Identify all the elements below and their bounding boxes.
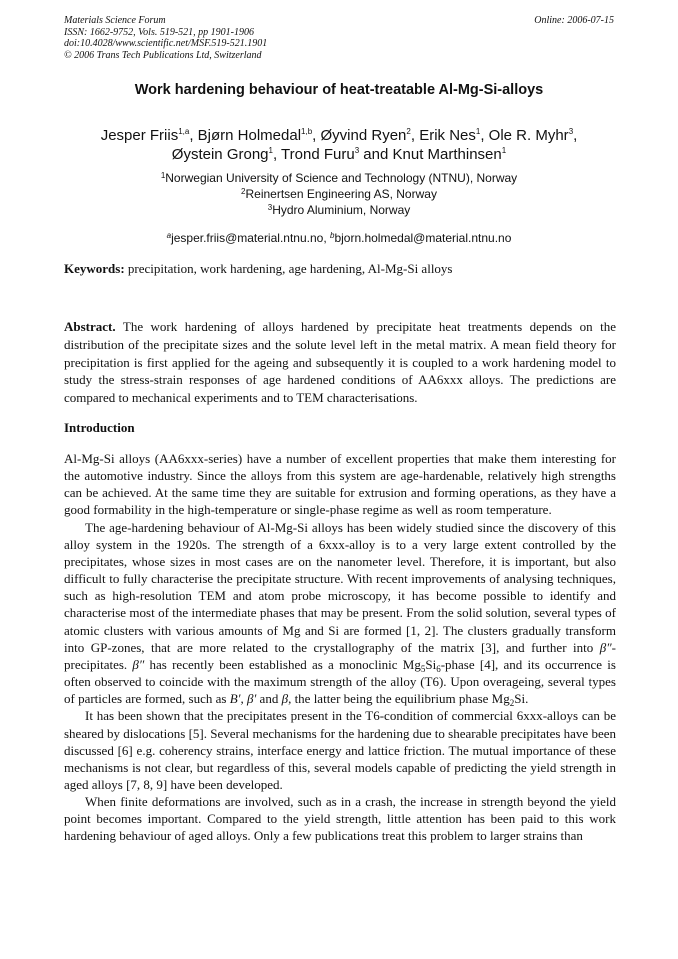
author-name: Knut Marthinsen <box>392 146 502 163</box>
paragraph-text: , the latter being the equilibrium phase Mg <box>288 691 510 707</box>
email-list <box>0 231 678 245</box>
abstract-text: The work hardening of alloys hardened by precipitate heat treatments depends on the distribution of the precipitate sizes and the solute level left in the metal matrix. A mean field theory for precipitation is first applied for the ageing and subsequently it is coupled to a work hardening model to study the stress-strain responses of age hardened conditions of AA6xxx alloys. The predictions are compared to mechanical experiments and to TEM characterisations. <box>64 319 616 406</box>
paragraph-text: Si. <box>514 691 529 707</box>
author-separator: , <box>189 127 198 144</box>
email-address[interactable]: jesper.friis@material.ntnu.no <box>171 231 324 245</box>
author-affiliation-mark: 1,a <box>178 127 190 136</box>
paragraph-text: The age-hardening behaviour of Al-Mg-Si alloys has been widely studied since the discovery of this alloy system in the 1920s. The strength of a 6xxx-alloy is to a very large extent controlled by the precipitates, whose sizes in most cases are on the nanometer level. Therefore, it is important, but also difficult to fully characterise the precipitate structure. With recent improvements of analysing techniques, such as high-resolution TEM and atom probe microscopy, it has become possible to identify and characterise most of the intermediate phases that may be present. From the solid solution, several types of atomic clusters with various amounts of Mg and Si are formed [1, 2]. The clusters gradually transform into GP-zones, that are more related to the crystallography of the matrix [3], and further into <box>64 519 616 655</box>
author-separator: , <box>480 127 489 144</box>
author-affiliation-mark: 1 <box>501 146 507 155</box>
paragraph-text: has recently been established as a monoclinic Mg <box>144 656 421 672</box>
paragraph-text: -precipitates. <box>64 639 616 672</box>
author-affiliation-mark: 3 <box>568 127 574 136</box>
symbol-beta-double-prime: β″ <box>599 639 612 655</box>
affiliation-text: Reinertsen Engineering AS, Norway <box>245 187 437 201</box>
paper-title: Work hardening behaviour of heat-treatable Al-Mg-Si-alloys <box>134 82 544 98</box>
author-separator: , <box>410 127 420 144</box>
affiliation-text: Norwegian University of Science and Technology (NTNU), Norway <box>165 171 518 185</box>
paragraph: When finite deformations are involved, such as in a crash, the increase in strength beyond the yield point becomes important. Compared to the yield strength, little attention has been paid to this work hardening behaviour of aged alloys. Only a few publications treat this problem to larger strains than <box>64 794 616 844</box>
author-name: Jesper Friis <box>100 127 179 144</box>
author-affiliation-mark: 1,b <box>301 127 313 136</box>
email-separator: , <box>323 231 330 245</box>
online-date: Online: 2006-07-15 <box>534 15 614 26</box>
author-separator: , <box>573 127 578 144</box>
author-name: Øyvind Ryen <box>320 127 407 144</box>
paragraph-text: and <box>256 691 282 707</box>
symbol-beta: β <box>281 691 289 707</box>
keywords-label: Keywords: <box>64 261 125 276</box>
paragraph-text: -phase [4], and its occurrence is often observed to coincide with the maximum strength of the alloy (T6). Upon overageing, several types of particles are formed, such as <box>64 656 616 707</box>
affiliation-text: Hydro Aluminium, Norway <box>272 203 411 217</box>
paragraph-text: Si <box>425 656 437 672</box>
author-name: Bjørn Holmedal <box>197 127 302 144</box>
subscript: 2 <box>509 698 515 709</box>
introduction-body <box>64 450 616 845</box>
author-list <box>0 126 678 164</box>
author-name: Ole R. Myhr <box>488 127 569 144</box>
abstract-label: Abstract. <box>64 319 116 334</box>
email-mark: a <box>166 231 172 240</box>
doi-line: doi:10.4028/www.scientific.net/MSF.519-521.1901 <box>64 38 268 49</box>
affiliation <box>0 202 678 218</box>
author-separator: , <box>272 146 282 163</box>
journal-name: Materials Science Forum <box>64 15 166 26</box>
author-name: Erik Nes <box>419 127 476 144</box>
author-affiliation-mark: 1 <box>268 146 273 155</box>
keywords <box>64 261 616 277</box>
author-name: Trond Furu <box>281 146 355 163</box>
author-affiliation-mark: 3 <box>354 146 360 155</box>
author-separator: and <box>359 146 393 163</box>
paragraph: Al-Mg-Si alloys (AA6xxx-series) have a number of excellent properties that make them interesting for the automotive industry. Since the alloys from this system are age-hardenable, relatively high strengths can be achieved. At the same time they are suitable for extrusion and forming operations, as they have a good formability in the high-temperature or single-phase regime as well as room temperature. <box>64 451 616 518</box>
author-separator: , <box>312 127 321 144</box>
author-affiliation-mark: 1 <box>475 127 481 136</box>
email-mark: b <box>329 231 335 240</box>
issn-line: ISSN: 1662-9752, Vols. 519-521, pp 1901-1906 <box>64 26 254 38</box>
affiliation-mark: 1 <box>160 171 166 180</box>
email-address[interactable]: bjorn.holmedal@material.ntnu.no <box>334 231 512 245</box>
author-name: Øystein Grong <box>171 146 269 163</box>
author-affiliation-mark: 2 <box>406 127 411 136</box>
affiliation-mark: 2 <box>241 187 246 196</box>
affiliation <box>0 170 678 186</box>
subscript: 6 <box>436 663 441 674</box>
affiliation-mark: 3 <box>267 203 273 212</box>
keywords-text: precipitation, work hardening, age hardening, Al-Mg-Si alloys <box>127 261 453 276</box>
symbol-beta-double-prime: β″ <box>132 656 145 672</box>
paragraph: It has been shown that the precipitates present in the T6-condition of commercial 6xxx-alloys can be sheared by dislocations [5]. Several mechanisms for the hardening due to shearable precipitates have been discussed [6] e.g. coherency strains, interface energy and lattice friction. The mutual importance of these mechanisms is not clear, but regardless of this, several models capable of predicting the yield strength in aged alloys [7, 8, 9] have been developed. <box>64 708 616 792</box>
paragraph <box>64 519 616 708</box>
section-heading: Introduction <box>64 420 135 435</box>
subscript: 5 <box>420 663 426 674</box>
abstract <box>64 318 616 407</box>
affiliation <box>0 186 678 202</box>
copyright-line: © 2006 Trans Tech Publications Ltd, Switzerland <box>64 49 262 61</box>
journal-header <box>64 15 267 61</box>
affiliation-list <box>0 170 678 218</box>
symbol-b-prime: B′, β′ <box>229 691 257 707</box>
